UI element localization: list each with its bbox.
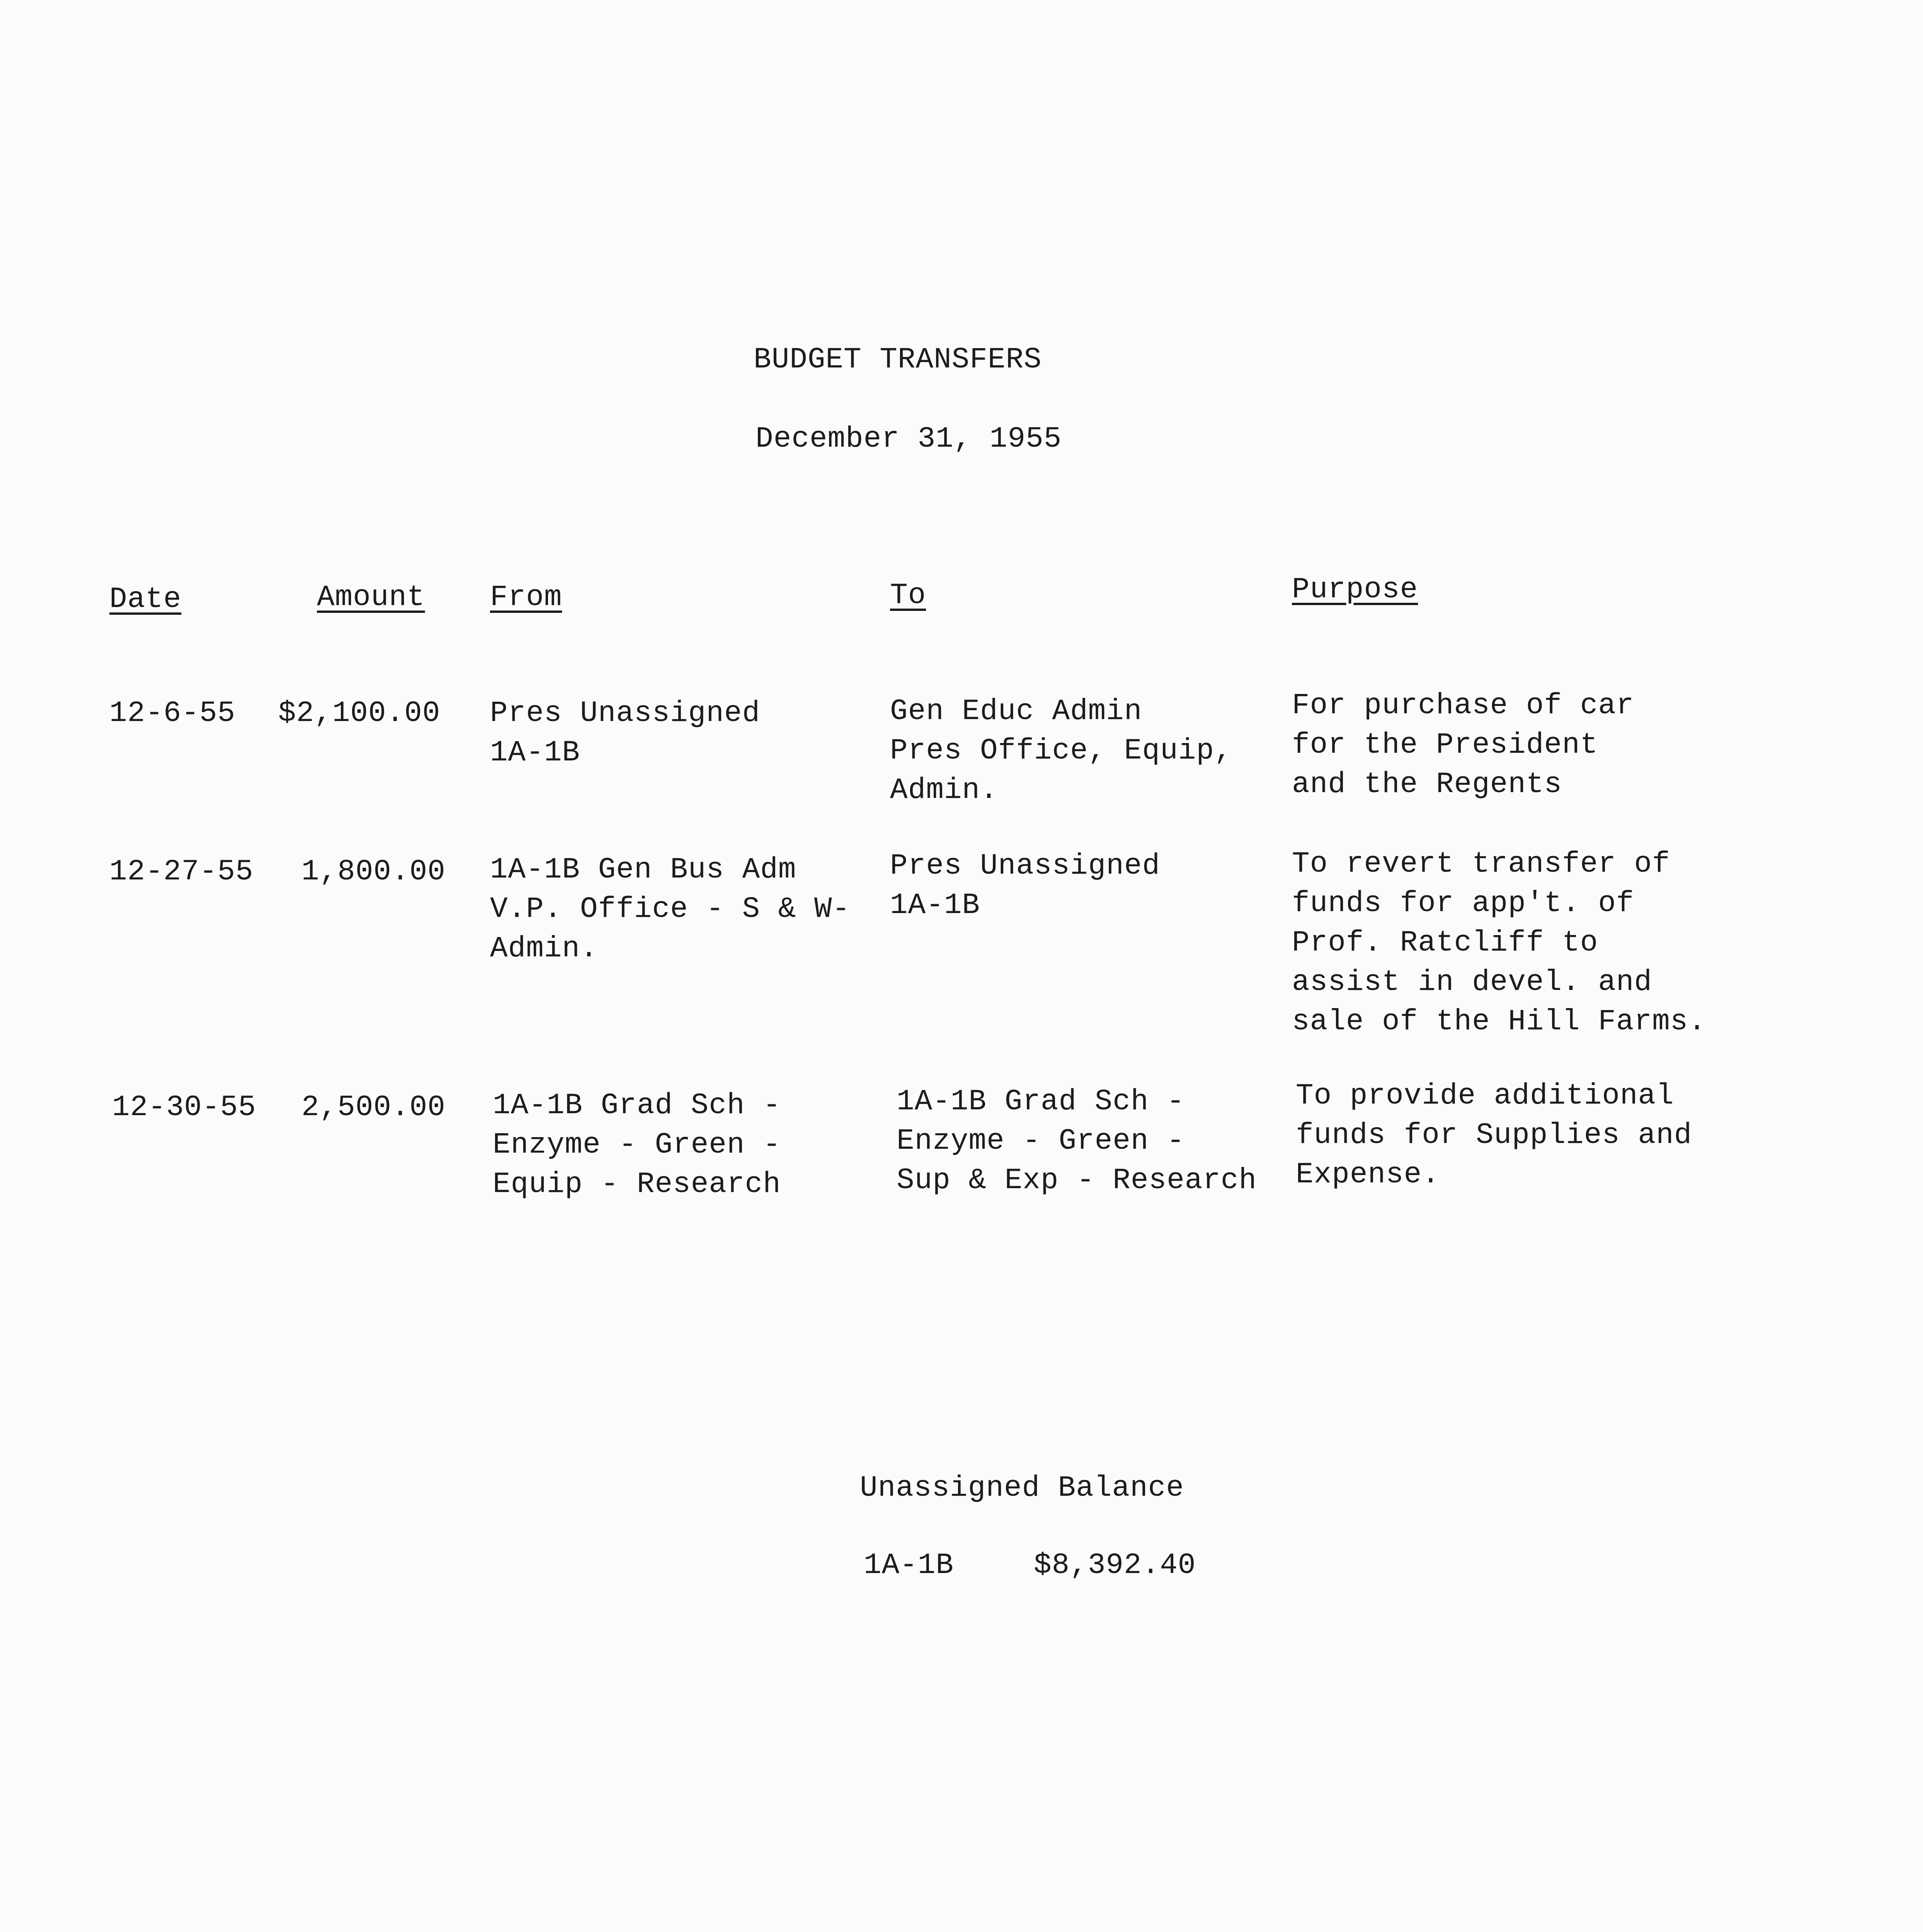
row-1-to-line-1: Gen Educ Admin — [890, 695, 1142, 728]
row-3-from — [493, 1086, 781, 1204]
row-2-to — [890, 846, 1160, 925]
row-3-from-line-1: 1A-1B Grad Sch - — [493, 1089, 781, 1122]
row-1-date: 12-6-55 — [109, 697, 236, 730]
row-1-amount: $2,100.00 — [278, 697, 441, 730]
row-1-from — [490, 694, 760, 772]
row-1-purpose-line-2: for the President — [1292, 728, 1598, 762]
row-2-from-line-1: 1A-1B Gen Bus Adm — [490, 853, 796, 886]
row-3-purpose — [1296, 1076, 1692, 1194]
row-2-from-line-2: V.P. Office - S & W- — [490, 893, 851, 926]
row-3-to-line-3: Sup & Exp - Research — [897, 1164, 1257, 1197]
row-1-to-line-3: Admin. — [890, 774, 998, 807]
header-amount: Amount — [317, 581, 425, 614]
header-to: To — [890, 579, 926, 612]
row-1-from-line-2: 1A-1B — [490, 736, 580, 769]
header-purpose: Purpose — [1292, 573, 1418, 606]
balance-label: Unassigned Balance — [860, 1471, 1184, 1505]
row-2-from-line-3: Admin. — [490, 932, 598, 965]
row-1-purpose — [1292, 686, 1634, 804]
row-2-purpose-line-3: Prof. Ratcliff to — [1292, 926, 1598, 959]
row-3-purpose-line-2: funds for Supplies and — [1296, 1119, 1692, 1152]
row-3-purpose-line-1: To provide additional — [1296, 1079, 1674, 1112]
document-title: BUDGET TRANSFERS — [754, 343, 1042, 376]
balance-amount: $8,392.40 — [1034, 1549, 1196, 1582]
row-2-amount: 1,800.00 — [301, 855, 446, 888]
row-2-purpose — [1292, 844, 1706, 1041]
row-3-from-line-3: Equip - Research — [493, 1168, 781, 1201]
balance-account: 1A-1B — [864, 1549, 954, 1582]
row-3-purpose-line-3: Expense. — [1296, 1158, 1440, 1191]
row-3-from-line-2: Enzyme - Green - — [493, 1128, 781, 1162]
row-1-to — [890, 692, 1232, 810]
row-1-to-line-2: Pres Office, Equip, — [890, 734, 1232, 767]
row-2-from — [490, 850, 850, 968]
document-date: December 31, 1955 — [756, 422, 1062, 456]
row-2-to-line-1: Pres Unassigned — [890, 849, 1161, 883]
row-2-date: 12-27-55 — [109, 855, 254, 888]
header-date: Date — [109, 583, 182, 616]
row-1-from-line-1: Pres Unassigned — [490, 697, 761, 730]
row-2-purpose-line-5: sale of the Hill Farms. — [1292, 1005, 1706, 1038]
header-from: From — [490, 581, 562, 614]
row-3-to-line-1: 1A-1B Grad Sch - — [897, 1085, 1185, 1118]
row-3-amount: 2,500.00 — [301, 1091, 446, 1124]
row-3-date: 12-30-55 — [112, 1091, 256, 1124]
row-3-to — [897, 1082, 1257, 1200]
row-2-purpose-line-2: funds for app't. of — [1292, 887, 1634, 920]
row-1-purpose-line-3: and the Regents — [1292, 768, 1562, 801]
row-3-to-line-2: Enzyme - Green - — [897, 1124, 1185, 1158]
row-1-purpose-line-1: For purchase of car — [1292, 689, 1634, 722]
row-2-purpose-line-4: assist in devel. and — [1292, 966, 1652, 999]
row-2-purpose-line-1: To revert transfer of — [1292, 847, 1670, 881]
row-2-to-line-2: 1A-1B — [890, 889, 980, 922]
